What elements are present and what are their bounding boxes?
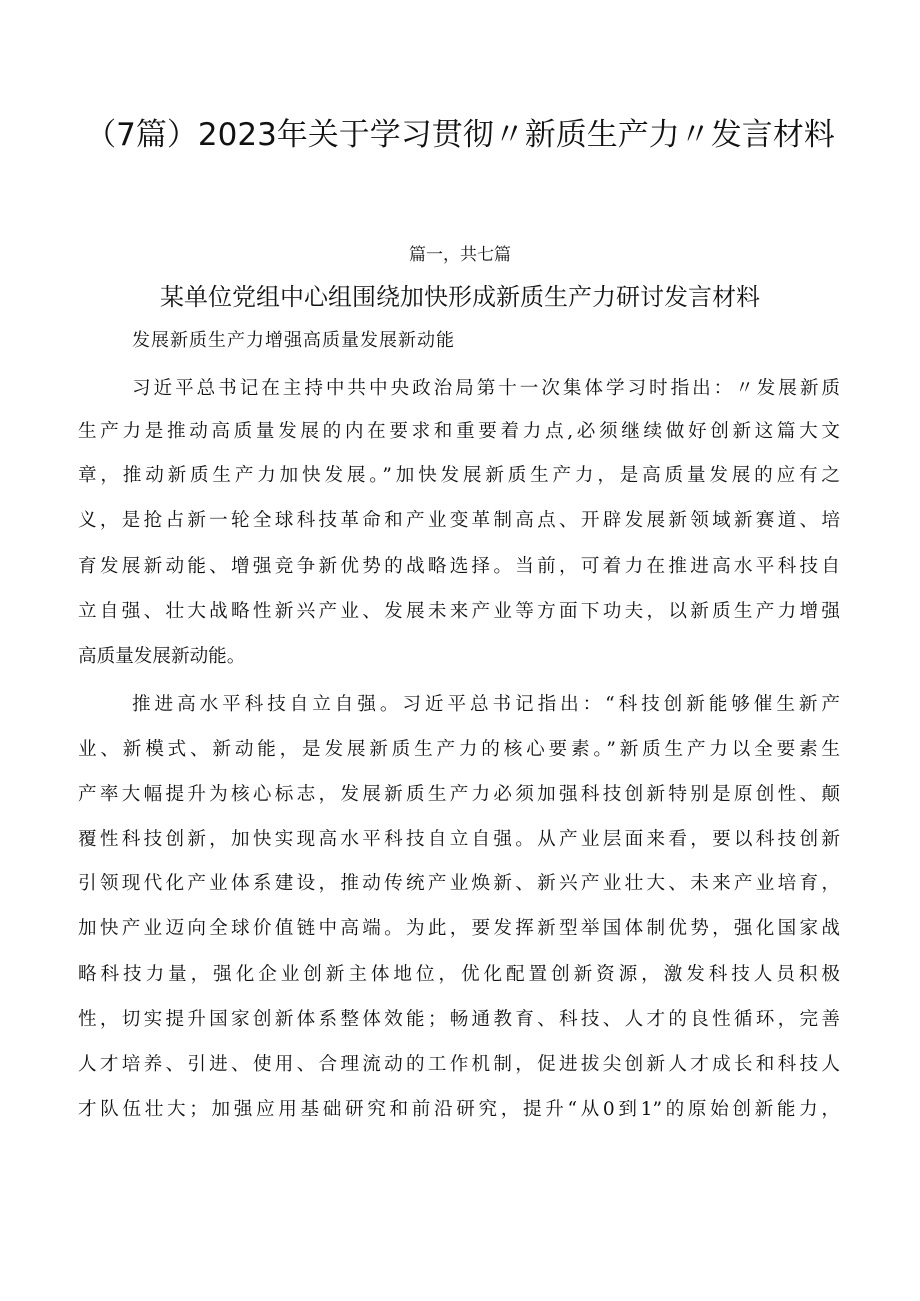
- paragraph-line: 高质量发展新动能。: [78, 646, 246, 667]
- section-heading: 某单位党组中心组围绕加快形成新质生产力研讨发言材料: [160, 283, 760, 311]
- paragraph-line: 才队伍壮大；加强应用基础研究和前沿研究，提升“从0到1”的原始创新能力，: [78, 1099, 840, 1120]
- paragraph-line: 习近平总书记在主持中共中央政治局第十一次集体学习时指出：〃发展新质: [132, 378, 840, 399]
- paragraph-line: 人才培养、引进、使用、合理流动的工作机制，促进拔尖创新人才成长和科技人: [78, 1054, 840, 1075]
- paragraph-line: 引领现代化产业体系建设，推动传统产业焕新、新兴产业壮大、未来产业培育，: [78, 873, 840, 894]
- document-title: （7篇）2023年关于学习贯彻〃新质生产力〃发言材料: [85, 117, 835, 153]
- paragraph-line: 推进高水平科技自立自强。习近平总书记指出：“科技创新能够催生新产: [132, 694, 840, 715]
- paragraph-line: 略科技力量，强化企业创新主体地位，优化配置创新资源，激发科技人员积极: [78, 964, 840, 985]
- section-label: 篇一，共七篇: [409, 245, 511, 265]
- paragraph-line: 立自强、壮大战略性新兴产业、发展未来产业等方面下功夫，以新质生产力增强: [78, 601, 840, 622]
- paragraph-line: 性，切实提升国家创新体系整体效能；畅通教育、科技、人才的良性循环，完善: [78, 1009, 840, 1030]
- paragraph-line: 生产力是推动高质量发展的内在要求和重要着力点,必须继续做好创新这篇大文: [78, 421, 840, 442]
- paragraph-line: 章，推动新质生产力加快发展。”加快发展新质生产力，是高质量发展的应有之: [78, 465, 840, 486]
- paragraph-line: 覆性科技创新，加快实现高水平科技自立自强。从产业层面来看，要以科技创新: [78, 829, 840, 850]
- paragraph-line: 加快产业迈向全球价值链中高端。为此，要发挥新型举国体制优势，强化国家战: [78, 918, 840, 939]
- paragraph-line: 义，是抢占新一轮全球科技革命和产业变革制高点、开辟发展新领域新赛道、培: [78, 510, 840, 531]
- paragraph-line: 业、新模式、新动能，是发展新质生产力的核心要素。”新质生产力以全要素生: [78, 739, 840, 760]
- paragraph-line: 育发展新动能、增强竞争新优势的战略选择。当前，可着力在推进高水平科技自: [78, 556, 840, 577]
- paragraph-line: 产率大幅提升为核心标志，发展新质生产力必须加强科技创新特别是原创性、颠: [78, 784, 840, 805]
- subtitle: 发展新质生产力增强高质量发展新动能: [132, 330, 455, 351]
